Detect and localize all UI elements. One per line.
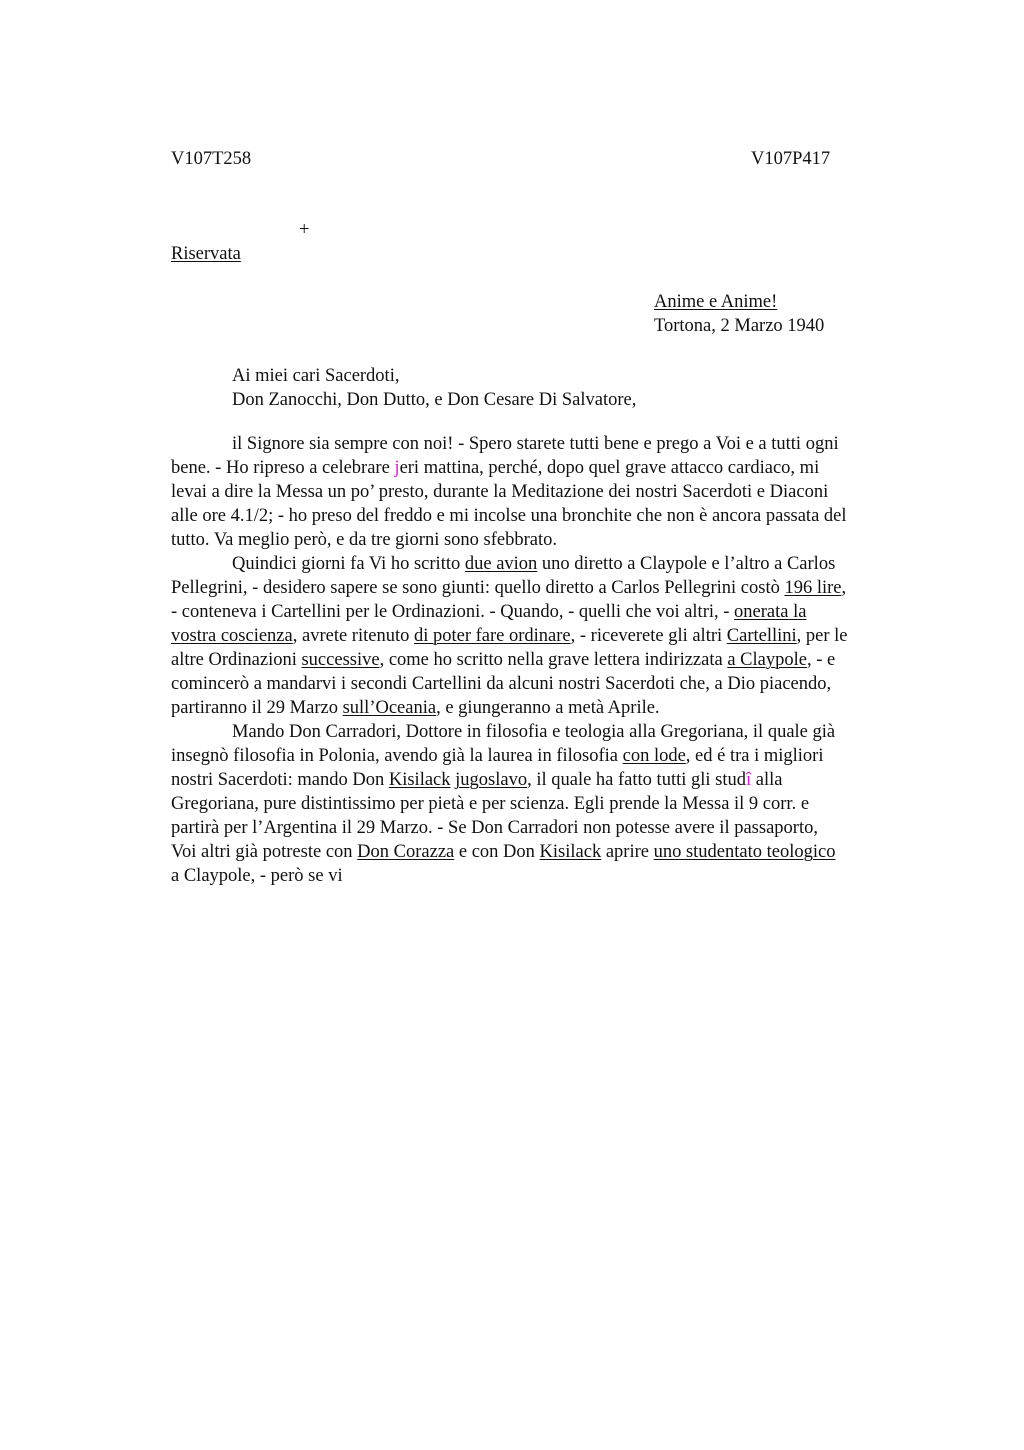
body-line: Pellegrini, - desidero sapere se sono giunti: quello diretto a Carlos Pellegrini costò 196 lire, [171,578,847,598]
motto: Anime e Anime! [654,292,778,312]
body-line: a Claypole, - però se vi [171,866,343,886]
body-line: comincerò a mandarvi i secondi Cartellini da alcuni nostri Sacerdoti che, a Dio piacendo, [171,674,832,694]
body-line: - conteneva i Cartellini per le Ordinazioni. - Quando, - quelli che voi altri, - onerata la [171,602,807,622]
document-code-left: V107T258 [171,149,252,169]
letter-body [171,432,931,888]
salutation-line-1: Ai miei cari Sacerdoti, [232,366,400,386]
reserved-label: Riservata [171,244,241,264]
place-date: Tortona, 2 Marzo 1940 [654,316,825,336]
body-line: altre Ordinazioni successive, come ho scritto nella grave lettera indirizzata a Claypole, - e [171,650,836,670]
body-line: vostra coscienza, avrete ritenuto di poter fare ordinare, - riceverete gli altri Cartellini, per le [171,626,848,646]
body-line: levai a dire la Messa un po’ presto, durante la Meditazione dei nostri Sacerdoti e Diaconi [171,482,829,502]
salutation-line-2: Don Zanocchi, Don Dutto, e Don Cesare Di Salvatore, [232,390,637,410]
body-line: Quindici giorni fa Vi ho scritto due avion uno diretto a Claypole e l’altro a Carlos [232,554,836,574]
body-line: partiranno il 29 Marzo sull’Oceania, e giungeranno a metà Aprile. [171,698,660,718]
body-line: insegnò filosofia in Polonia, avendo già la laurea in filosofia con lode, ed é tra i migliori [171,746,824,766]
body-line: bene. - Ho ripreso a celebrare jeri mattina, perché, dopo quel grave attacco cardiaco, mi [171,458,820,478]
body-line: Voi altri già potreste con Don Corazza e con Don Kisilack aprire uno studentato teologico [171,842,836,862]
body-line: tutto. Va meglio però, e da tre giorni sono sfebbrato. [171,530,558,550]
body-line: alle ore 4.1/2; - ho preso del freddo e mi incolse una bronchite che non è ancora passata del [171,506,847,526]
body-line: Mando Don Carradori, Dottore in filosofia e teologia alla Gregoriana, il quale già [232,722,836,742]
document-code-right: V107P417 [751,149,831,169]
body-line: partirà per l’Argentina il 29 Marzo. - Se Don Carradori non potesse avere il passaporto, [171,818,818,838]
body-line: nostri Sacerdoti: mando Don Kisilack jugoslavo, il quale ha fatto tutti gli studî alla [171,770,783,790]
body-line: il Signore sia sempre con noi! - Spero starete tutti bene e prego a Voi e a tutti ogni [232,434,839,454]
body-line: Gregoriana, pure distintissimo per pietà e per scienza. Egli prende la Messa il 9 corr. e [171,794,810,814]
cross-symbol: + [299,220,310,240]
